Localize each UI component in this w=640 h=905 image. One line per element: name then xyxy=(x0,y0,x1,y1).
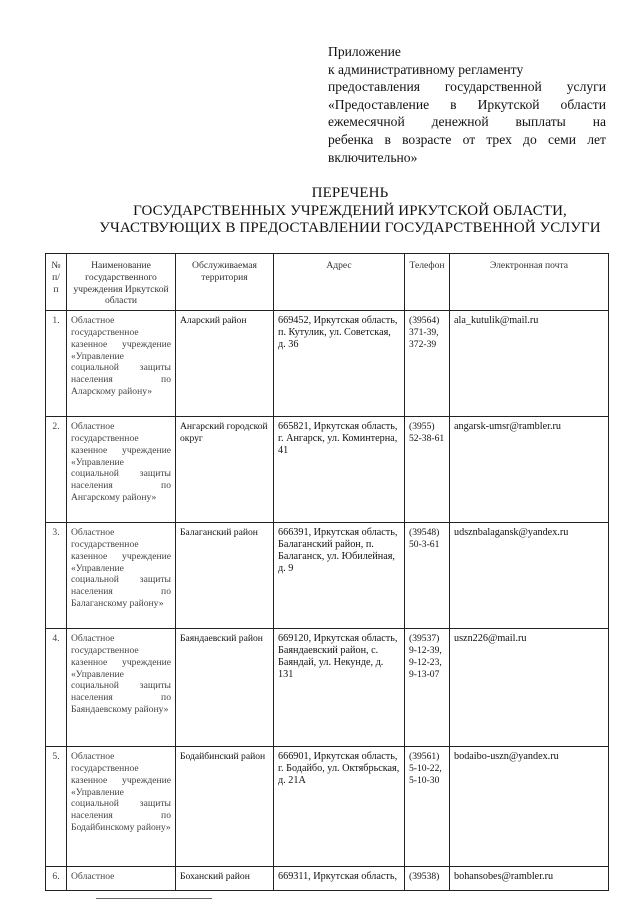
heading-subtitle-line: ГОСУДАРСТВЕННЫХ УЧРЕЖДЕНИЙ ИРКУТСКОЙ ОБЛАСТИ, xyxy=(133,202,567,219)
heading-title: ПЕРЕЧЕНЬ xyxy=(311,185,389,201)
heading-subtitle-line: УЧАСТВУЮЩИХ В ПРЕДОСТАВЛЕНИИ ГОСУДАРСТВЕННОЙ УСЛУГИ xyxy=(99,220,601,236)
row-email: udsznbalagansk@yandex.ru xyxy=(450,523,609,629)
table-row xyxy=(46,867,609,891)
row-territory: Баяндаевский район xyxy=(176,629,274,747)
footnote-divider xyxy=(96,898,212,899)
row-address: 669452, Иркутская область, п. Кутулик, ул. Советская, д. 36 xyxy=(274,311,405,417)
appendix-line: включительно» xyxy=(328,149,418,165)
table-row xyxy=(46,523,609,629)
row-territory: Балаганский район xyxy=(176,523,274,629)
row-territory: Ангарский городской округ xyxy=(176,417,274,523)
row-email: bodaibo-uszn@yandex.ru xyxy=(450,747,609,867)
row-phone: (39564) 371-39, 372-39 xyxy=(405,311,450,417)
table-header-row xyxy=(46,254,609,311)
table-row xyxy=(46,629,609,747)
table-row xyxy=(46,747,609,867)
row-address: 666901, Иркутская область, г. Бодайбо, ул. Октябрьская, д. 21А xyxy=(274,747,405,867)
row-institution: Областное государственное казенное учреждение «Управление социальной защиты населения по Бодайбинскому району» xyxy=(67,747,176,867)
appendix-line: ежемесячной денежной выплаты на xyxy=(328,114,606,130)
header-phone: Телефон xyxy=(405,254,450,311)
row-email: ala_kutulik@mail.ru xyxy=(450,311,609,417)
header-name: Наименование государственного учреждения Иркутской области xyxy=(67,254,176,311)
appendix-line: ребенка в возрасте от трех до семи лет xyxy=(328,131,606,147)
row-phone: (39537) 9-12-39, 9-12-23, 9-13-07 xyxy=(405,629,450,747)
document-heading xyxy=(60,185,640,238)
row-num: 3. xyxy=(46,523,67,629)
row-institution: Областное государственное казенное учреждение «Управление социальной защиты населения по Ангарскому району» xyxy=(67,417,176,523)
appendix-block xyxy=(328,43,606,166)
row-phone: (39561) 5-10-22, 5-10-30 xyxy=(405,747,450,867)
appendix-line: «Предоставление в Иркутской области xyxy=(328,96,606,112)
row-email: bohansobes@rambler.ru xyxy=(450,867,609,891)
row-phone: (3955) 52-38-61 xyxy=(405,417,450,523)
row-address: 665821, Иркутская область, г. Ангарск, ул. Коминтерна, 41 xyxy=(274,417,405,523)
row-phone: (39548) 50-3-61 xyxy=(405,523,450,629)
appendix-line: Приложение xyxy=(328,44,401,59)
row-num: 2. xyxy=(46,417,67,523)
table-row xyxy=(46,311,609,417)
row-phone: (39538) xyxy=(405,867,450,891)
row-num: 6. xyxy=(46,867,67,891)
appendix-line: предоставления государственной услуги xyxy=(328,79,606,95)
row-email: uszn226@mail.ru xyxy=(450,629,609,747)
institutions-table xyxy=(45,253,609,891)
header-territory: Обслуживаемая территория xyxy=(176,254,274,311)
row-num: 4. xyxy=(46,629,67,747)
row-institution: Областное государственное казенное учреждение «Управление социальной защиты населения по Баяндаевскому району» xyxy=(67,629,176,747)
row-institution: Областное xyxy=(67,867,176,891)
row-address: 669120, Иркутская область, Баяндаевский район, с. Баяндай, ул. Некунде, д. 131 xyxy=(274,629,405,747)
header-email: Электронная почта xyxy=(450,254,609,311)
row-territory: Аларский район xyxy=(176,311,274,417)
row-territory: Боханский район xyxy=(176,867,274,891)
row-num: 5. xyxy=(46,747,67,867)
row-address: 666391, Иркутская область, Балаганский район, п. Балаганск, ул. Юбилейная, д. 9 xyxy=(274,523,405,629)
row-territory: Бодайбинский район xyxy=(176,747,274,867)
table-row xyxy=(46,417,609,523)
appendix-line: к административному регламенту xyxy=(328,61,524,77)
row-institution: Областное государственное казенное учреждение «Управление социальной защиты населения по Балаганскому району» xyxy=(67,523,176,629)
row-institution: Областное государственное казенное учреждение «Управление социальной защиты населения по Аларскому району» xyxy=(67,311,176,417)
header-num: № п/п xyxy=(46,254,67,311)
row-num: 1. xyxy=(46,311,67,417)
row-address: 669311, Иркутская область, xyxy=(274,867,405,891)
header-address: Адрес xyxy=(274,254,405,311)
row-email: angarsk-umsr@rambler.ru xyxy=(450,417,609,523)
